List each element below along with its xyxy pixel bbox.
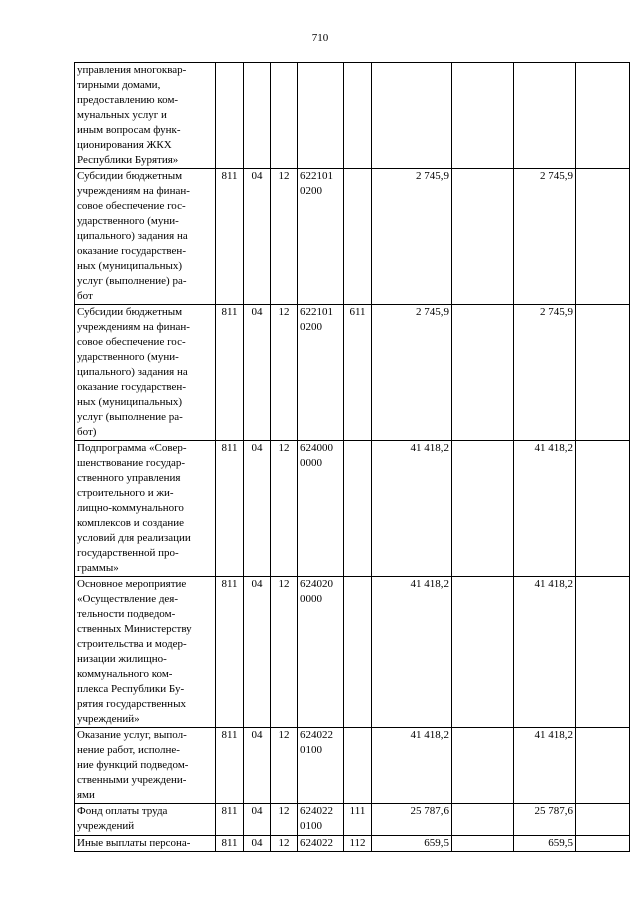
- section-cell: 04: [244, 305, 271, 441]
- section-cell: 04: [244, 728, 271, 804]
- target-article-cell: 622101 0200: [298, 169, 344, 305]
- row-name: Оказание услуг, выпол- нение работ, исполне- ние функций подведом- ственными учреждени- ями: [75, 728, 216, 804]
- target-article-cell: 624022: [298, 836, 344, 852]
- target-article-cell: [298, 63, 344, 169]
- section-cell: 04: [244, 577, 271, 728]
- target-article-cell: 624000 0000: [298, 441, 344, 577]
- amount-cell: [514, 63, 576, 169]
- amount-cell: 25 787,6: [514, 804, 576, 836]
- row-name: управления многоквар- тирными домами, предоставлению ком- мунальных услуг и иным вопросам функ- ционирования ЖКХ Республики Бурятия»: [75, 63, 216, 169]
- amount-cell: [576, 63, 630, 169]
- amount-cell: 41 418,2: [372, 728, 452, 804]
- amount-cell: 2 745,9: [372, 305, 452, 441]
- amount-cell: 659,5: [514, 836, 576, 852]
- amount-cell: 2 745,9: [372, 169, 452, 305]
- section-cell: 04: [244, 169, 271, 305]
- target-article-cell: 624020 0000: [298, 577, 344, 728]
- grbs-cell: 811: [216, 441, 244, 577]
- subsection-cell: 12: [271, 577, 298, 728]
- amount-cell: [576, 836, 630, 852]
- expense-type-cell: [344, 169, 372, 305]
- grbs-cell: 811: [216, 305, 244, 441]
- amount-cell: [576, 804, 630, 836]
- target-article-cell: 622101 0200: [298, 305, 344, 441]
- table-row: [75, 804, 630, 836]
- table-row: [75, 63, 630, 169]
- subsection-cell: 12: [271, 441, 298, 577]
- amount-cell: [452, 169, 514, 305]
- amount-cell: [576, 728, 630, 804]
- amount-cell: 41 418,2: [514, 728, 576, 804]
- grbs-cell: 811: [216, 169, 244, 305]
- amount-cell: 41 418,2: [514, 577, 576, 728]
- table-row: [75, 836, 630, 852]
- expense-type-cell: 112: [344, 836, 372, 852]
- expense-type-cell: [344, 441, 372, 577]
- row-name: Подпрограмма «Совер- шенствование государ- ственного управления строительного и жи- лищно-коммунального комплексов и создание условий для реализации государственной про- граммы»: [75, 441, 216, 577]
- subsection-cell: 12: [271, 836, 298, 852]
- subsection-cell: 12: [271, 728, 298, 804]
- amount-cell: 2 745,9: [514, 169, 576, 305]
- row-name: Субсидии бюджетным учреждениям на финан- совое обеспечение гос- ударственного (муни- ципального) задания на оказание государствен- ных (муниципальных) услуг (выполнение) ра- бот: [75, 169, 216, 305]
- expense-type-cell: [344, 63, 372, 169]
- grbs-cell: [216, 63, 244, 169]
- amount-cell: [576, 305, 630, 441]
- subsection-cell: [271, 63, 298, 169]
- amount-cell: [452, 305, 514, 441]
- subsection-cell: 12: [271, 804, 298, 836]
- subsection-cell: 12: [271, 305, 298, 441]
- amount-cell: 41 418,2: [372, 441, 452, 577]
- row-name: Субсидии бюджетным учреждениям на финан- совое обеспечение гос- ударственного (муни- ципального) задания на оказание государствен- ных (муниципальных) услуг (выполнение ра- бот): [75, 305, 216, 441]
- amount-cell: 25 787,6: [372, 804, 452, 836]
- grbs-cell: 811: [216, 836, 244, 852]
- amount-cell: [452, 577, 514, 728]
- table-row: [75, 577, 630, 728]
- amount-cell: 2 745,9: [514, 305, 576, 441]
- budget-table: [74, 62, 630, 852]
- expense-type-cell: [344, 577, 372, 728]
- amount-cell: [576, 577, 630, 728]
- grbs-cell: 811: [216, 577, 244, 728]
- row-name: Иные выплаты персона-: [75, 836, 216, 852]
- amount-cell: [372, 63, 452, 169]
- amount-cell: 659,5: [372, 836, 452, 852]
- amount-cell: [452, 836, 514, 852]
- table-row: [75, 728, 630, 804]
- table-row: [75, 169, 630, 305]
- table-row: [75, 305, 630, 441]
- amount-cell: [452, 804, 514, 836]
- expense-type-cell: [344, 728, 372, 804]
- amount-cell: 41 418,2: [372, 577, 452, 728]
- amount-cell: [576, 169, 630, 305]
- amount-cell: [452, 728, 514, 804]
- amount-cell: 41 418,2: [514, 441, 576, 577]
- row-name: Фонд оплаты труда учреждений: [75, 804, 216, 836]
- grbs-cell: 811: [216, 804, 244, 836]
- table-row: [75, 441, 630, 577]
- subsection-cell: 12: [271, 169, 298, 305]
- target-article-cell: 624022 0100: [298, 728, 344, 804]
- page-number: 710: [311, 32, 329, 44]
- section-cell: 04: [244, 804, 271, 836]
- section-cell: [244, 63, 271, 169]
- section-cell: 04: [244, 441, 271, 577]
- amount-cell: [576, 441, 630, 577]
- target-article-cell: 624022 0100: [298, 804, 344, 836]
- section-cell: 04: [244, 836, 271, 852]
- amount-cell: [452, 63, 514, 169]
- row-name: Основное мероприятие «Осуществление дея- тельности подведом- ственных Министерству строительства и модер- низации жилищно- коммунального ком- плекса Республики Бу- рятия государственных учреждений»: [75, 577, 216, 728]
- amount-cell: [452, 441, 514, 577]
- expense-type-cell: 111: [344, 804, 372, 836]
- grbs-cell: 811: [216, 728, 244, 804]
- expense-type-cell: 611: [344, 305, 372, 441]
